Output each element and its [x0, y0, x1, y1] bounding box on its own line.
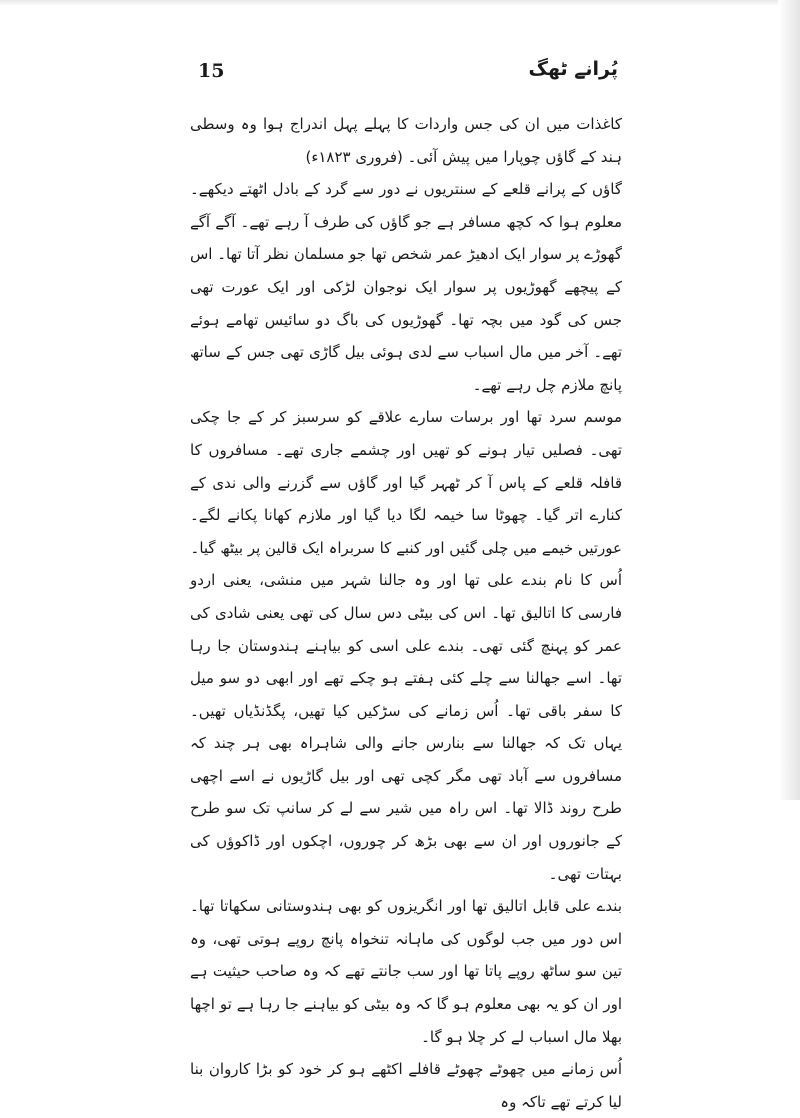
paragraph: گاؤں کے پرانے قلعے کے سنتریوں نے دور سے گرد کے بادل اٹھتے دیکھے۔ معلوم ہوا کہ کچھ مسافر ہے جو گاؤں کی طرف آ رہے تھے۔ آگے آگے گھوڑے پر سوار ایک ادھیڑ عمر شخص تھا جو مسلمان نظر آتا تھا۔ اس کے پیچھے گھوڑیوں پر سوار ایک نوجوان لڑکی اور ایک عورت تھی جس کی گود میں بچہ تھا۔ گھوڑیوں کی باگ دو سائیس تھامے ہوئے تھے۔ آخر میں مال اسباب سے لدی ہوئی بیل گاڑی تھی جس کے ساتھ پانچ ملازم چل رہے تھے۔	[190, 180, 622, 394]
page-number: 15	[198, 60, 225, 82]
paragraph: موسم سرد تھا اور برسات سارے علاقے کو سرسبز کر کے جا چکی تھی۔ فصلیں تیار ہونے کو تھیں اور چشمے جاری تھے۔ مسافروں کا قافلہ قلعے کے پاس آ کر ٹھہر گیا اور گاؤں سے گزرنے والی ندی کے کنارے اتر گیا۔ چھوٹا سا خیمہ لگا دیا گیا اور ملازم کھانا پکانے لگے۔ عورتیں خیمے میں چلی گئیں اور کنبے کا سربراہ ایک قالین پر بیٹھ گیا۔	[190, 408, 622, 557]
paragraph: بندے علی قابل اتالیق تھا اور انگریزوں کو بھی ہندوستانی سکھاتا تھا۔ اس دور میں جب لوگوں کی ماہانہ تنخواہ پانچ روپے ہوتی تھی، وہ تین سو ساٹھ روپے پاتا تھا اور سب جانتے تھے کہ وہ صاحب حیثیت ہے اور ان کو یہ بھی معلوم ہو گا کہ وہ بیٹی کو بیاہنے جا رہا ہے تو اچھا بھلا مال اسباب لے کر چلا ہو گا۔	[190, 897, 622, 1046]
paragraph: اُس کا نام بندے علی تھا اور وہ جالنا شہر میں منشی، یعنی اردو فارسی کا اتالیق تھا۔ اس کی بیٹی دس سال کی تھی یعنی شادی کی عمر کو پہنچ گئی تھی۔ بندے علی اسی کو بیاہنے ہندوستان جا رہا تھا۔ اسے جھالنا سے چلے کئی ہفتے ہو چکے تھے اور ابھی دو سو میل کا سفر باقی تھا۔ اُس زمانے کی سڑکیں کیا تھیں، پگڈنڈیاں تھیں۔ یہاں تک کہ جھالنا سے بنارس جانے والی شاہراہ بھی ہر چند کہ مسافروں سے آباد تھی مگر کچی تھی اور بیل گاڑیوں نے اسے اچھی طرح روند ڈالا تھا۔ اس راہ میں شیر سے لے کر سانپ تک سو طرح کے جانوروں اور ان سے بھی بڑھ کر چوروں، اچکوں اور ڈاکوؤں کی بہتات تھی۔	[190, 571, 622, 883]
page-top-shadow	[0, 0, 800, 6]
page-binding-shadow	[778, 0, 800, 800]
body-text	[190, 108, 622, 1118]
paragraph: اُس زمانے میں چھوٹے چھوٹے قافلے اکٹھے ہو کر خود کو بڑا کاروان بنا لیا کرتے تھے تاکہ وہ	[190, 1060, 622, 1111]
page-header	[198, 60, 618, 96]
running-title: پُرانے ٹھگ	[528, 58, 618, 80]
paragraph: کاغذات میں ان کی جس واردات کا پہلے پہل اندراج ہوا وہ وسطی ہند کے گاؤں چوپارا میں پیش آئی۔ (فروری ۱۸۲۳ء)	[190, 115, 622, 166]
